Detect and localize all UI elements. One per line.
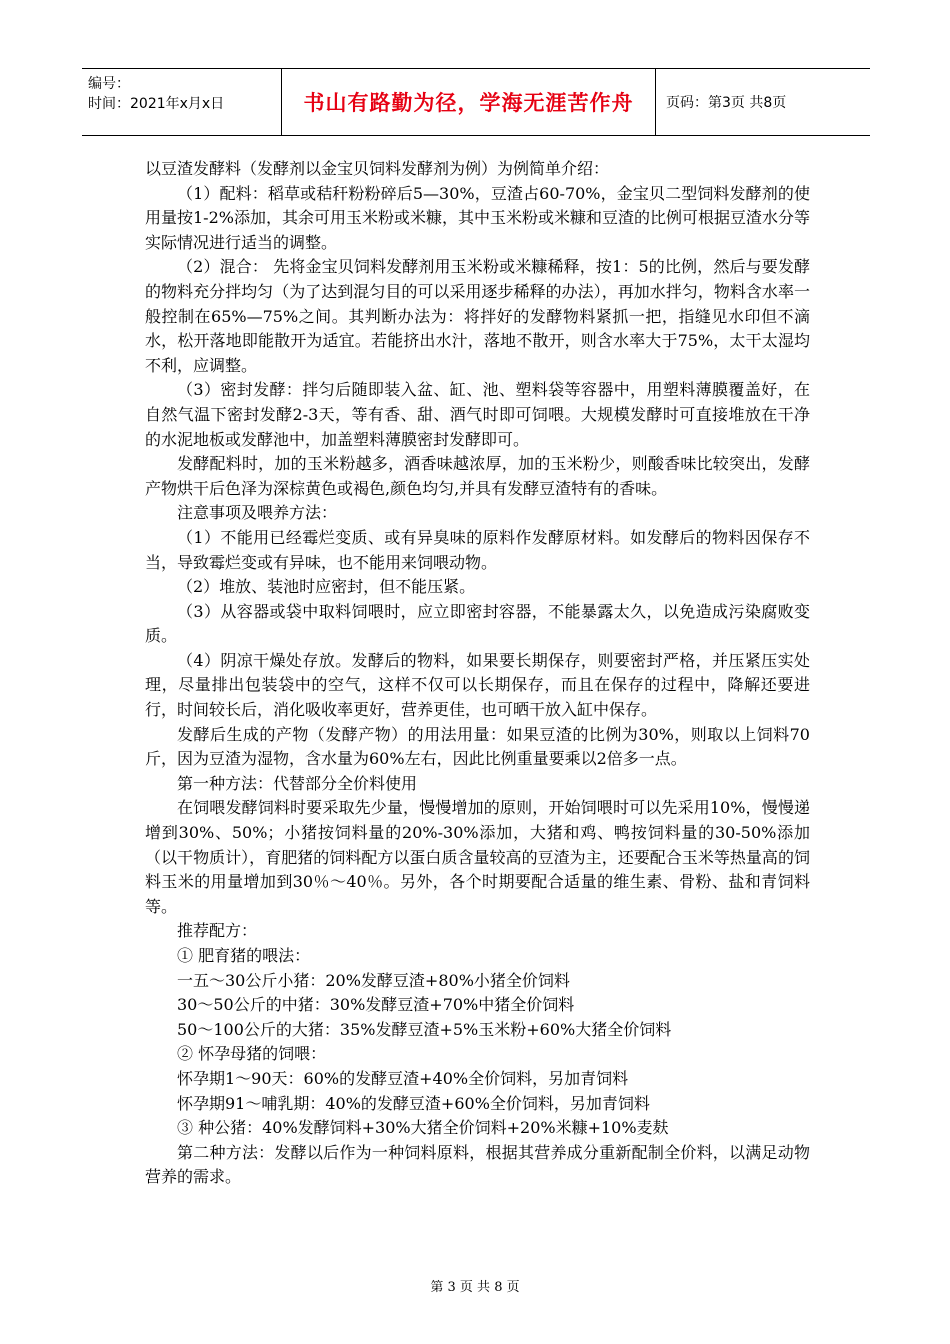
header-motto-cell: [282, 69, 656, 135]
paragraph-mixing: （2）混合： 先将金宝贝饲料发酵剂用玉米粉或米糠稀释，按1：5的比例，然后与要发酵的物料充分拌均匀（为了达到混匀目的可以采用逐步稀释的办法），再加水拌匀，物料含水率一般控制在65%—75%之间。其判断办法为：将拌好的发酵物料紧抓一把，指缝见水印但不滴水，松开落地即能散开为适宜。若能挤出水汁，落地不散开，则含水率大于75%，太干太湿均不利，应调整。: [145, 257, 810, 375]
paragraph-formula-large-pigs: 50～100公斤的大猪：35%发酵豆渣+5%玉米粉+60%大猪全价饲料: [177, 1019, 672, 1039]
page-header: [82, 68, 870, 136]
paragraph-method-1-body: 在饲喂发酵饲料时要采取先少量，慢慢增加的原则，开始饲喂时可以先采用10%，慢慢递增到30%、50%；小猪按饲料量的20%-30%添加，大猪和鸡、鸭按饲料量的30-50%添加（以干物质计），育肥猪的饲料配方以蛋白质含量较高的豆渣为主，还要配合玉米等热量高的饲料玉米的用量增加到30％～40％。另外，各个时期要配合适量的维生素、骨粉、盐和青饲料等。: [145, 798, 810, 916]
paragraph-ingredients: （1）配料：稻草或秸秆粉粉碎后5—30%，豆渣占60-70%，金宝贝二型饲料发酵剂的使用量按1-2%添加，其余可用玉米粉或米糠，其中玉米粉或米糠和豆渣的比例可根据豆渣水分等实际情况进行适当的调整。: [145, 183, 810, 252]
header-motto: 书山有路勤为径，学海无涯苦作舟: [303, 91, 634, 115]
paragraph-formula-medium-pigs: 30～50公斤的中猪：30%发酵豆渣+70%中猪全价饲料: [177, 995, 575, 1015]
page-footer: [0, 1276, 950, 1295]
header-meta-cell: [82, 69, 282, 135]
paragraph-pregnant-sows: ② 怀孕母猪的饲喂：: [177, 1044, 327, 1064]
paragraph-formula-pregnancy-early: 怀孕期1～90天：60%的发酵豆渣+40%全价饲料，另加青饲料: [177, 1068, 629, 1088]
paragraph-method-2: 第二种方法：发酵以后作为一种饲料原料，根据其营养成分重新配制全价料，以满足动物营养的需求。: [145, 1142, 810, 1187]
paragraph-method-1-heading: 第一种方法：代替部分全价料使用: [177, 773, 418, 793]
document-body: [145, 157, 810, 1190]
paragraph-formula-pregnancy-late: 怀孕期91～哺乳期：40%的发酵豆渣+60%全价饲料，另加青饲料: [177, 1093, 650, 1113]
paragraph-usage-dosage: 发酵后生成的产物（发酵产物）的用法用量：如果豆渣的比例为30%，则取以上饲料70斤，因为豆渣为湿物，含水量为60%左右，因此比例重量要乘以2倍多一点。: [145, 724, 810, 769]
document-number-label: 编号：: [88, 76, 130, 92]
paragraph-formula-piglets: 一五～30公斤小猪：20%发酵豆渣+80%小猪全价饲料: [177, 970, 570, 990]
footer-page-number: 第 3 页 共 8 页: [430, 1280, 520, 1295]
paragraph-precaution-3: （3）从容器或袋中取料饲喂时，应立即密封容器，不能暴露太久，以免造成污染腐败变质。: [145, 601, 810, 646]
paragraph-formula-boars: ③ 种公猪：40%发酵饲料+30%大猪全价饲料+20%米糠+10%麦麸: [177, 1118, 669, 1138]
paragraph-sealed-fermentation: （3）密封发酵：拌匀后随即装入盆、缸、池、塑料袋等容器中，用塑料薄膜覆盖好，在自然气温下密封发酵2-3天，等有香、甜、酒气时即可饲喂。大规模发酵时可直接堆放在干净的水泥地板或发酵池中，加盖塑料薄膜密封发酵即可。: [145, 380, 810, 449]
paragraph-precaution-1: （1）不能用已经霉烂变质、或有异臭味的原料作发酵原材料。如发酵后的物料因保存不当，导致霉烂变或有异味，也不能用来饲喂动物。: [145, 527, 810, 572]
paragraph-precaution-4: （4）阴凉干燥处存放。发酵后的物料，如果要长期保存，则要密封严格，并压紧压实处理，尽量排出包装袋中的空气，这样不仅可以长期保存，而且在保存的过程中，降解还要进行，时间较长后，消化吸收率更好，营养更佳，也可晒干放入缸中保存。: [145, 650, 810, 720]
paragraph-precaution-2: （2）堆放、装池时应密封，但不能压紧。: [177, 577, 476, 597]
document-time-label: 时间：2021年x月x日: [88, 96, 225, 112]
paragraph-precautions-heading: 注意事项及喂养方法：: [177, 503, 338, 523]
header-page-cell: [656, 69, 870, 135]
paragraph-fattening-pigs: ① 肥育猪的喂法：: [177, 946, 311, 965]
paragraph-recommended-formula: 推荐配方：: [177, 921, 258, 941]
paragraph-fermentation-notes: 发酵配料时，加的玉米粉越多，酒香味越浓厚，加的玉米粉少，则酸香味比较突出，发酵产物烘干后色泽为深棕黄色或褐色,颜色均匀,并具有发酵豆渣特有的香味。: [145, 454, 810, 498]
paragraph-intro: 以豆渣发酵料（发酵剂以金宝贝饲料发酵剂为例）为例简单介绍：: [145, 159, 610, 178]
header-page-info: 页码：第3页 共8页: [666, 95, 787, 111]
